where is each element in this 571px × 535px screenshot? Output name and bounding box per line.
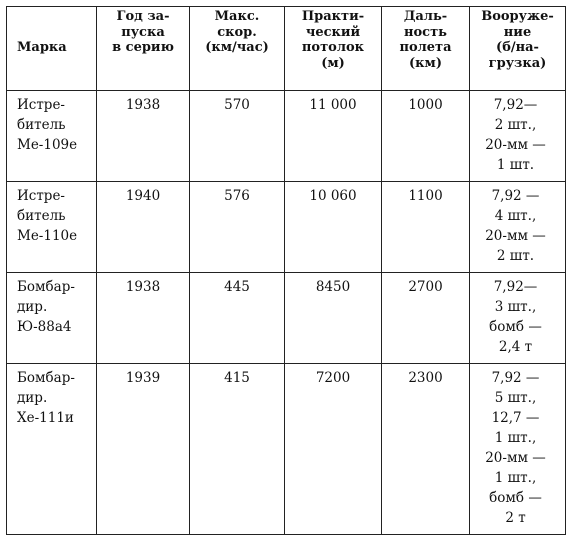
cell-ceiling: 7200: [285, 364, 382, 535]
cell-brand: Бомбар- дир. Хе-111и: [7, 364, 97, 535]
header-range: Даль- ность полета (км): [382, 7, 470, 91]
cell-year: 1940: [97, 182, 190, 273]
cell-year: 1938: [97, 91, 190, 182]
header-brand: Марка: [7, 7, 97, 91]
cell-armament: 7,92 — 5 шт., 12,7 — 1 шт., 20-мм — 1 шт., бомб — 2 т: [470, 364, 566, 535]
header-ceiling: Практи- ческий потолок (м): [285, 7, 382, 91]
header-armament: Вооруже- ние (б/на- грузка): [470, 7, 566, 91]
aircraft-table-container: [6, 6, 565, 535]
header-year: Год за- пуска в серию: [97, 7, 190, 91]
cell-speed: 570: [190, 91, 285, 182]
table-row: [7, 182, 566, 273]
cell-speed: 415: [190, 364, 285, 535]
cell-armament: 7,92 — 4 шт., 20-мм — 2 шт.: [470, 182, 566, 273]
cell-ceiling: 11 000: [285, 91, 382, 182]
cell-brand: Истре- битель Ме-110е: [7, 182, 97, 273]
header-speed: Макс. скор. (км/час): [190, 7, 285, 91]
cell-brand: Бомбар- дир. Ю-88а4: [7, 273, 97, 364]
cell-range: 2700: [382, 273, 470, 364]
cell-brand: Истре- битель Ме-109е: [7, 91, 97, 182]
table-header-row: [7, 7, 566, 91]
cell-armament: 7,92— 3 шт., бомб — 2,4 т: [470, 273, 566, 364]
cell-speed: 576: [190, 182, 285, 273]
table-row: [7, 91, 566, 182]
cell-ceiling: 8450: [285, 273, 382, 364]
cell-year: 1938: [97, 273, 190, 364]
cell-range: 1100: [382, 182, 470, 273]
cell-ceiling: 10 060: [285, 182, 382, 273]
table-row: [7, 273, 566, 364]
cell-range: 2300: [382, 364, 470, 535]
cell-speed: 445: [190, 273, 285, 364]
cell-range: 1000: [382, 91, 470, 182]
cell-armament: 7,92— 2 шт., 20-мм — 1 шт.: [470, 91, 566, 182]
aircraft-specs-table: [6, 6, 566, 535]
table-row: [7, 364, 566, 535]
cell-year: 1939: [97, 364, 190, 535]
